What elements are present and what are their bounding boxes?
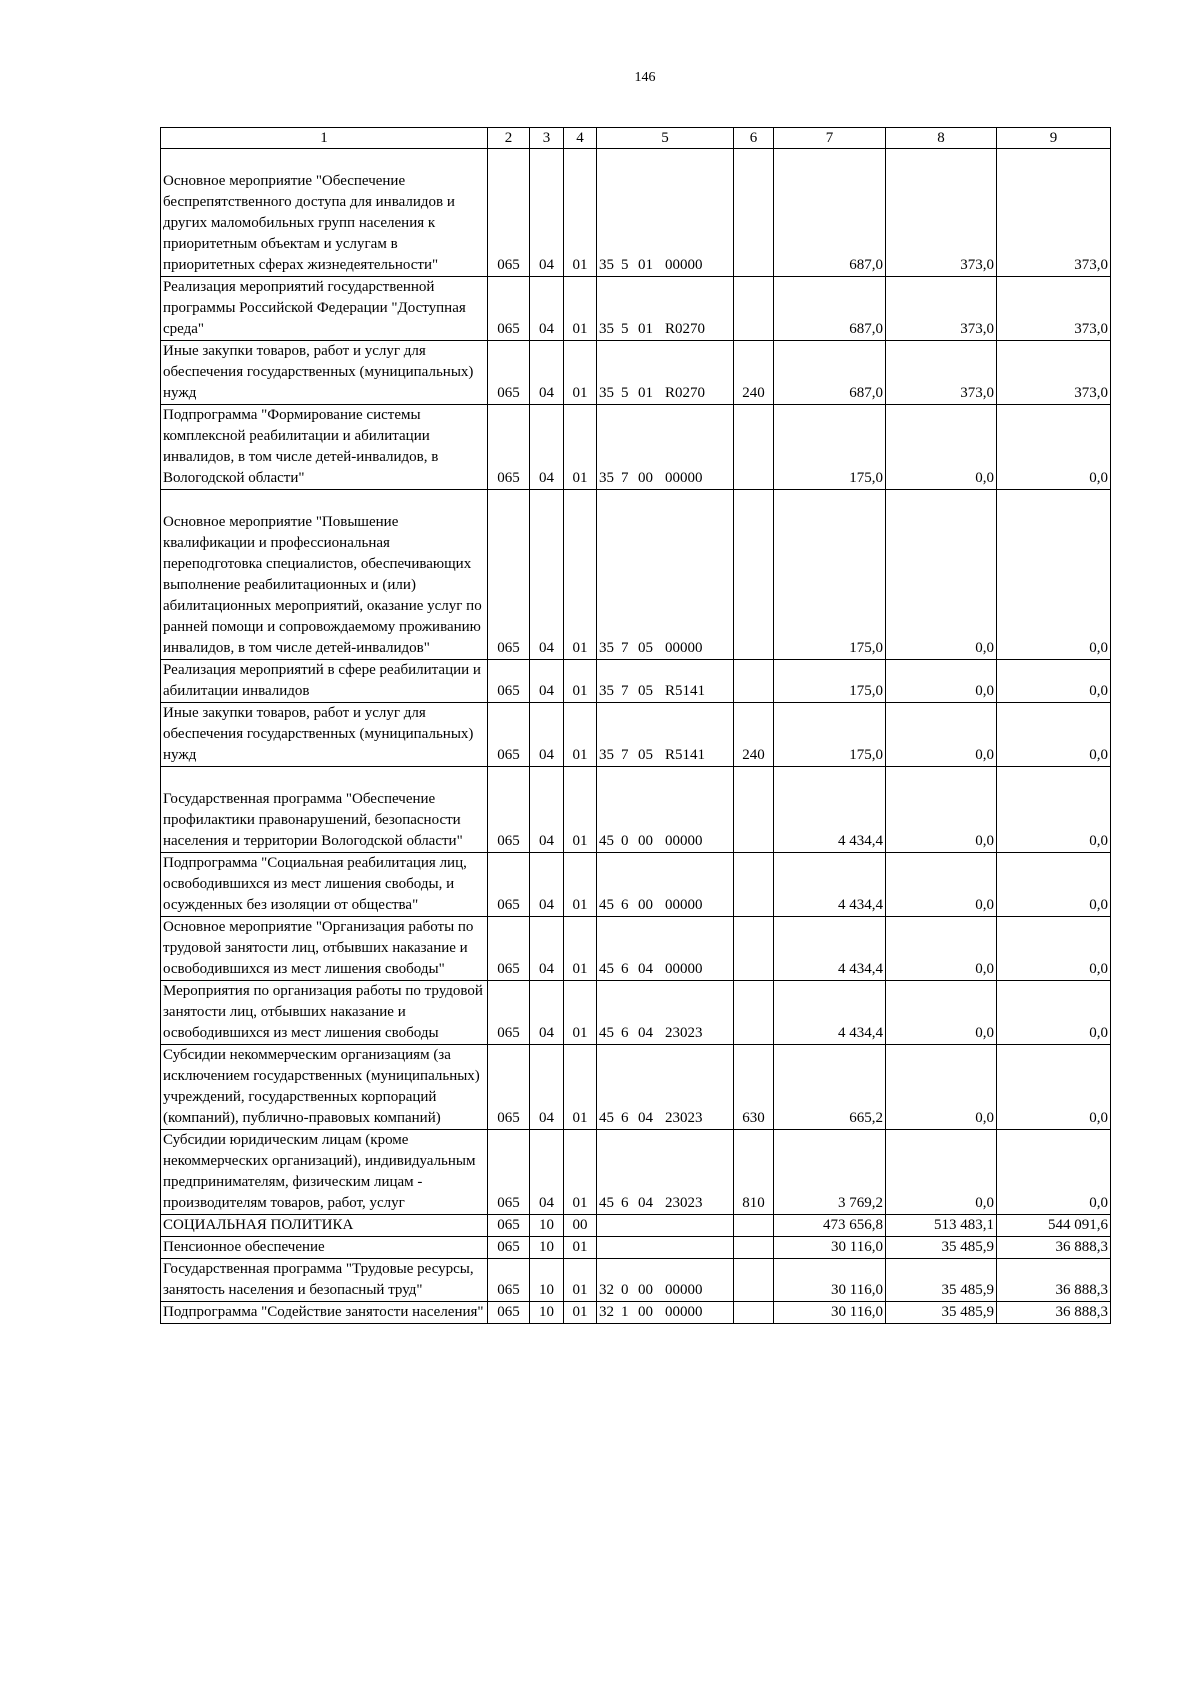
target-article-cell bbox=[597, 341, 734, 405]
subsection-code-cell: 01 bbox=[564, 1302, 597, 1324]
target-article-part: 32 bbox=[599, 1304, 614, 1320]
subsection-code-cell: 01 bbox=[564, 405, 597, 490]
target-article-cell bbox=[597, 853, 734, 917]
expense-type-cell bbox=[734, 405, 774, 490]
amount-year1-cell: 4 434,4 bbox=[774, 767, 886, 853]
target-article-part: 00 bbox=[638, 470, 653, 486]
section-code-cell: 10 bbox=[530, 1302, 564, 1324]
target-article-part: 5 bbox=[621, 385, 629, 401]
row-name-cell bbox=[161, 1130, 488, 1215]
target-article-part: 01 bbox=[638, 321, 653, 337]
amount-year3-cell: 373,0 bbox=[997, 149, 1111, 277]
section-code-cell: 04 bbox=[530, 341, 564, 405]
table-row bbox=[161, 767, 1111, 853]
amount-year3-cell: 0,0 bbox=[997, 981, 1111, 1045]
table-row bbox=[161, 981, 1111, 1045]
amount-year3-cell: 36 888,3 bbox=[997, 1302, 1111, 1324]
table-row bbox=[161, 1302, 1111, 1324]
target-article-cell bbox=[597, 917, 734, 981]
row-name: Мероприятия по организация работы по трудовой занятости лиц, отбывших наказание и освободившихся из мест лишения свободы bbox=[163, 983, 483, 1041]
target-article-part: 00 bbox=[638, 1282, 653, 1298]
target-article-part: 45 bbox=[599, 1195, 614, 1211]
amount-year2-cell: 0,0 bbox=[886, 703, 997, 767]
section-code-cell: 04 bbox=[530, 149, 564, 277]
ministry-code-cell: 065 bbox=[488, 277, 530, 341]
target-article-part: 45 bbox=[599, 1110, 614, 1126]
amount-year3-cell: 0,0 bbox=[997, 490, 1111, 660]
amount-year3-cell: 544 091,6 bbox=[997, 1215, 1111, 1237]
expense-type-cell bbox=[734, 1215, 774, 1237]
section-code-cell: 04 bbox=[530, 917, 564, 981]
section-code-cell: 10 bbox=[530, 1259, 564, 1302]
target-article-cell bbox=[597, 1237, 734, 1259]
amount-year3-cell: 0,0 bbox=[997, 917, 1111, 981]
target-article-part: 5 bbox=[621, 321, 629, 337]
ministry-code-cell: 065 bbox=[488, 405, 530, 490]
target-article-part: 00000 bbox=[665, 470, 703, 486]
target-article-part: 7 bbox=[621, 747, 629, 763]
table-row bbox=[161, 1130, 1111, 1215]
amount-year1-cell: 175,0 bbox=[774, 703, 886, 767]
section-code-cell: 04 bbox=[530, 981, 564, 1045]
ministry-code-cell: 065 bbox=[488, 1237, 530, 1259]
target-article-part: 00000 bbox=[665, 257, 703, 273]
subsection-code-cell: 01 bbox=[564, 767, 597, 853]
amount-year2-cell: 35 485,9 bbox=[886, 1237, 997, 1259]
expense-type-cell bbox=[734, 981, 774, 1045]
target-article-cell bbox=[597, 405, 734, 490]
amount-year2-cell: 0,0 bbox=[886, 405, 997, 490]
cell-spacer bbox=[163, 490, 485, 512]
amount-year1-cell: 175,0 bbox=[774, 660, 886, 703]
target-article-cell bbox=[597, 981, 734, 1045]
target-article-part: 5 bbox=[621, 257, 629, 273]
row-name-cell bbox=[161, 981, 488, 1045]
amount-year1-cell: 687,0 bbox=[774, 149, 886, 277]
column-header: 3 bbox=[530, 128, 564, 149]
column-header: 1 bbox=[161, 128, 488, 149]
amount-year2-cell: 0,0 bbox=[886, 1130, 997, 1215]
target-article-part: 05 bbox=[638, 747, 653, 763]
expense-type-cell bbox=[734, 767, 774, 853]
row-name-cell bbox=[161, 405, 488, 490]
expense-type-cell: 810 bbox=[734, 1130, 774, 1215]
amount-year2-cell: 0,0 bbox=[886, 981, 997, 1045]
section-code-cell: 04 bbox=[530, 660, 564, 703]
amount-year3-cell: 36 888,3 bbox=[997, 1259, 1111, 1302]
column-header: 2 bbox=[488, 128, 530, 149]
row-name: Пенсионное обеспечение bbox=[163, 1239, 325, 1255]
subsection-code-cell: 01 bbox=[564, 917, 597, 981]
row-name: Основное мероприятие "Повышение квалификации и профессиональная переподготовка специалистов, обеспечивающих выполнение реабилитационных и (или) абилитационных мероприятий, оказание услуг по ранней помощи и сопровождаемому проживанию инвалидов, в том числе детей-инвалидов" bbox=[163, 514, 482, 656]
amount-year2-cell: 35 485,9 bbox=[886, 1302, 997, 1324]
amount-year2-cell: 513 483,1 bbox=[886, 1215, 997, 1237]
target-article-cell bbox=[597, 767, 734, 853]
table-row bbox=[161, 341, 1111, 405]
table-row bbox=[161, 660, 1111, 703]
target-article-part: 35 bbox=[599, 257, 614, 273]
expense-type-cell bbox=[734, 917, 774, 981]
ministry-code-cell: 065 bbox=[488, 660, 530, 703]
row-name-cell bbox=[161, 1045, 488, 1130]
budget-table bbox=[160, 127, 1111, 1324]
column-header: 5 bbox=[597, 128, 734, 149]
amount-year2-cell: 0,0 bbox=[886, 490, 997, 660]
amount-year2-cell: 373,0 bbox=[886, 277, 997, 341]
amount-year1-cell: 4 434,4 bbox=[774, 853, 886, 917]
table-row bbox=[161, 277, 1111, 341]
target-article-part: 00000 bbox=[665, 833, 703, 849]
target-article-part: 04 bbox=[638, 1110, 653, 1126]
section-code-cell: 04 bbox=[530, 405, 564, 490]
target-article-part: 0 bbox=[621, 833, 629, 849]
section-code-cell: 10 bbox=[530, 1237, 564, 1259]
row-name: Основное мероприятие "Обеспечение беспрепятственного доступа для инвалидов и других маломобильных групп населения к приоритетным объектам и услугам в приоритетных сферах жизнедеятельности" bbox=[163, 173, 455, 273]
column-header: 9 bbox=[997, 128, 1111, 149]
amount-year3-cell: 0,0 bbox=[997, 703, 1111, 767]
target-article-part: 00000 bbox=[665, 961, 703, 977]
amount-year3-cell: 0,0 bbox=[997, 405, 1111, 490]
target-article-part: 7 bbox=[621, 683, 629, 699]
expense-type-cell bbox=[734, 853, 774, 917]
table-row bbox=[161, 1215, 1111, 1237]
target-article-cell bbox=[597, 1259, 734, 1302]
target-article-part: 6 bbox=[621, 1025, 629, 1041]
amount-year3-cell: 0,0 bbox=[997, 1130, 1111, 1215]
row-name-cell bbox=[161, 1215, 488, 1237]
amount-year2-cell: 0,0 bbox=[886, 767, 997, 853]
section-code-cell: 04 bbox=[530, 767, 564, 853]
cell-spacer bbox=[163, 767, 485, 789]
column-header: 6 bbox=[734, 128, 774, 149]
cell-spacer bbox=[163, 149, 485, 171]
target-article-part: 00000 bbox=[665, 640, 703, 656]
expense-type-cell: 240 bbox=[734, 341, 774, 405]
amount-year1-cell: 30 116,0 bbox=[774, 1259, 886, 1302]
amount-year1-cell: 30 116,0 bbox=[774, 1237, 886, 1259]
ministry-code-cell: 065 bbox=[488, 490, 530, 660]
section-code-cell: 04 bbox=[530, 1045, 564, 1130]
target-article-part: 04 bbox=[638, 1195, 653, 1211]
target-article-part: R5141 bbox=[665, 683, 706, 699]
table-row bbox=[161, 490, 1111, 660]
amount-year2-cell: 35 485,9 bbox=[886, 1259, 997, 1302]
ministry-code-cell: 065 bbox=[488, 1215, 530, 1237]
expense-type-cell bbox=[734, 1237, 774, 1259]
target-article-cell bbox=[597, 277, 734, 341]
target-article-part: 6 bbox=[621, 1110, 629, 1126]
amount-year2-cell: 373,0 bbox=[886, 149, 997, 277]
ministry-code-cell: 065 bbox=[488, 703, 530, 767]
row-name: Иные закупки товаров, работ и услуг для обеспечения государственных (муниципальных) нужд bbox=[163, 343, 474, 401]
target-article-part: 01 bbox=[638, 257, 653, 273]
table-row bbox=[161, 149, 1111, 277]
target-article-part: 7 bbox=[621, 470, 629, 486]
target-article-part: 35 bbox=[599, 747, 614, 763]
target-article-part: 23023 bbox=[665, 1195, 703, 1211]
target-article-part: 00000 bbox=[665, 1304, 703, 1320]
subsection-code-cell: 01 bbox=[564, 1259, 597, 1302]
amount-year2-cell: 0,0 bbox=[886, 660, 997, 703]
target-article-part: 23023 bbox=[665, 1025, 703, 1041]
amount-year3-cell: 373,0 bbox=[997, 277, 1111, 341]
target-article-part: 32 bbox=[599, 1282, 614, 1298]
amount-year2-cell: 0,0 bbox=[886, 917, 997, 981]
column-header: 8 bbox=[886, 128, 997, 149]
section-code-cell: 04 bbox=[530, 853, 564, 917]
amount-year3-cell: 0,0 bbox=[997, 660, 1111, 703]
section-code-cell: 04 bbox=[530, 703, 564, 767]
amount-year3-cell: 0,0 bbox=[997, 853, 1111, 917]
row-name: Подпрограмма "Содействие занятости населения" bbox=[163, 1304, 484, 1320]
target-article-cell bbox=[597, 660, 734, 703]
amount-year3-cell: 0,0 bbox=[997, 767, 1111, 853]
target-article-cell bbox=[597, 703, 734, 767]
table-row bbox=[161, 1237, 1111, 1259]
amount-year1-cell: 473 656,8 bbox=[774, 1215, 886, 1237]
table-row bbox=[161, 917, 1111, 981]
target-article-part: 1 bbox=[621, 1304, 629, 1320]
target-article-part: 01 bbox=[638, 385, 653, 401]
target-article-part: 0 bbox=[621, 1282, 629, 1298]
target-article-cell bbox=[597, 1045, 734, 1130]
table-row bbox=[161, 1045, 1111, 1130]
row-name: Основное мероприятие "Организация работы по трудовой занятости лиц, отбывших наказание и освободившихся из мест лишения свободы" bbox=[163, 919, 474, 977]
target-article-part: 04 bbox=[638, 1025, 653, 1041]
row-name-cell bbox=[161, 149, 488, 277]
row-name-cell bbox=[161, 1259, 488, 1302]
column-header: 7 bbox=[774, 128, 886, 149]
ministry-code-cell: 065 bbox=[488, 1259, 530, 1302]
target-article-part: 00 bbox=[638, 833, 653, 849]
subsection-code-cell: 01 bbox=[564, 981, 597, 1045]
table-row bbox=[161, 405, 1111, 490]
row-name-cell bbox=[161, 660, 488, 703]
row-name: Реализация мероприятий государственной программы Российской Федерации "Доступная среда" bbox=[163, 279, 466, 337]
row-name: Субсидии юридическим лицам (кроме некоммерческих организаций), индивидуальным предпринимателям, физическим лицам - производителям товаров, работ, услуг bbox=[163, 1132, 476, 1211]
amount-year3-cell: 0,0 bbox=[997, 1045, 1111, 1130]
table-row bbox=[161, 703, 1111, 767]
section-code-cell: 04 bbox=[530, 1130, 564, 1215]
subsection-code-cell: 01 bbox=[564, 341, 597, 405]
target-article-part: 6 bbox=[621, 961, 629, 977]
amount-year1-cell: 30 116,0 bbox=[774, 1302, 886, 1324]
subsection-code-cell: 01 bbox=[564, 853, 597, 917]
ministry-code-cell: 065 bbox=[488, 1302, 530, 1324]
row-name: Подпрограмма "Формирование системы комплексной реабилитации и абилитации инвалидов, в том числе детей-инвалидов, в Вологодской области" bbox=[163, 407, 439, 486]
target-article-part: 00000 bbox=[665, 897, 703, 913]
row-name: СОЦИАЛЬНАЯ ПОЛИТИКА bbox=[163, 1217, 354, 1233]
amount-year1-cell: 4 434,4 bbox=[774, 917, 886, 981]
row-name-cell bbox=[161, 917, 488, 981]
ministry-code-cell: 065 bbox=[488, 767, 530, 853]
amount-year2-cell: 0,0 bbox=[886, 853, 997, 917]
row-name: Субсидии некоммерческим организациям (за исключением государственных (муниципальных) учреждений, государственных корпораций (компаний), публично-правовых компаний) bbox=[163, 1047, 480, 1126]
row-name: Государственная программа "Обеспечение профилактики правонарушений, безопасности населения и территории Вологодской области" bbox=[163, 791, 463, 849]
section-code-cell: 04 bbox=[530, 277, 564, 341]
subsection-code-cell: 01 bbox=[564, 660, 597, 703]
amount-year1-cell: 687,0 bbox=[774, 341, 886, 405]
subsection-code-cell: 01 bbox=[564, 1045, 597, 1130]
row-name: Иные закупки товаров, работ и услуг для обеспечения государственных (муниципальных) нужд bbox=[163, 705, 474, 763]
table-row bbox=[161, 1259, 1111, 1302]
amount-year3-cell: 36 888,3 bbox=[997, 1237, 1111, 1259]
target-article-part: 35 bbox=[599, 683, 614, 699]
section-code-cell: 04 bbox=[530, 490, 564, 660]
target-article-cell bbox=[597, 490, 734, 660]
target-article-part: 45 bbox=[599, 961, 614, 977]
target-article-part: 45 bbox=[599, 1025, 614, 1041]
section-code-cell: 10 bbox=[530, 1215, 564, 1237]
target-article-cell bbox=[597, 149, 734, 277]
target-article-part: R5141 bbox=[665, 747, 706, 763]
amount-year3-cell: 373,0 bbox=[997, 341, 1111, 405]
ministry-code-cell: 065 bbox=[488, 149, 530, 277]
target-article-part: 45 bbox=[599, 897, 614, 913]
ministry-code-cell: 065 bbox=[488, 853, 530, 917]
amount-year1-cell: 665,2 bbox=[774, 1045, 886, 1130]
expense-type-cell bbox=[734, 149, 774, 277]
ministry-code-cell: 065 bbox=[488, 917, 530, 981]
amount-year2-cell: 373,0 bbox=[886, 341, 997, 405]
subsection-code-cell: 01 bbox=[564, 1130, 597, 1215]
target-article-part: 7 bbox=[621, 640, 629, 656]
subsection-code-cell: 00 bbox=[564, 1215, 597, 1237]
row-name-cell bbox=[161, 1302, 488, 1324]
expense-type-cell: 630 bbox=[734, 1045, 774, 1130]
row-name: Подпрограмма "Социальная реабилитация лиц, освободившихся из мест лишения свободы, и осужденных без изоляции от общества" bbox=[163, 855, 467, 913]
target-article-part: 05 bbox=[638, 640, 653, 656]
column-header: 4 bbox=[564, 128, 597, 149]
target-article-cell bbox=[597, 1215, 734, 1237]
target-article-part: 45 bbox=[599, 833, 614, 849]
ministry-code-cell: 065 bbox=[488, 341, 530, 405]
subsection-code-cell: 01 bbox=[564, 703, 597, 767]
row-name: Реализация мероприятий в сфере реабилитации и абилитации инвалидов bbox=[163, 662, 481, 699]
target-article-part: R0270 bbox=[665, 321, 706, 337]
amount-year1-cell: 175,0 bbox=[774, 490, 886, 660]
target-article-cell bbox=[597, 1302, 734, 1324]
expense-type-cell bbox=[734, 1302, 774, 1324]
ministry-code-cell: 065 bbox=[488, 1045, 530, 1130]
target-article-cell bbox=[597, 1130, 734, 1215]
target-article-part: 00 bbox=[638, 897, 653, 913]
target-article-part: 6 bbox=[621, 897, 629, 913]
amount-year1-cell: 3 769,2 bbox=[774, 1130, 886, 1215]
target-article-part: 00 bbox=[638, 1304, 653, 1320]
subsection-code-cell: 01 bbox=[564, 277, 597, 341]
subsection-code-cell: 01 bbox=[564, 1237, 597, 1259]
ministry-code-cell: 065 bbox=[488, 981, 530, 1045]
row-name-cell bbox=[161, 277, 488, 341]
expense-type-cell bbox=[734, 490, 774, 660]
subsection-code-cell: 01 bbox=[564, 490, 597, 660]
target-article-part: 35 bbox=[599, 470, 614, 486]
target-article-part: 04 bbox=[638, 961, 653, 977]
target-article-part: 00000 bbox=[665, 1282, 703, 1298]
amount-year1-cell: 175,0 bbox=[774, 405, 886, 490]
row-name-cell bbox=[161, 1237, 488, 1259]
ministry-code-cell: 065 bbox=[488, 1130, 530, 1215]
row-name-cell bbox=[161, 853, 488, 917]
table-row bbox=[161, 853, 1111, 917]
target-article-part: 6 bbox=[621, 1195, 629, 1211]
row-name-cell bbox=[161, 341, 488, 405]
row-name: Государственная программа "Трудовые ресурсы, занятость населения и безопасный труд" bbox=[163, 1261, 474, 1298]
table-header-row bbox=[161, 128, 1111, 149]
target-article-part: R0270 bbox=[665, 385, 706, 401]
expense-type-cell bbox=[734, 660, 774, 703]
page-number: 146 bbox=[634, 70, 656, 85]
subsection-code-cell: 01 bbox=[564, 149, 597, 277]
amount-year1-cell: 687,0 bbox=[774, 277, 886, 341]
amount-year2-cell: 0,0 bbox=[886, 1045, 997, 1130]
expense-type-cell bbox=[734, 1259, 774, 1302]
amount-year1-cell: 4 434,4 bbox=[774, 981, 886, 1045]
row-name-cell bbox=[161, 490, 488, 660]
target-article-part: 35 bbox=[599, 640, 614, 656]
target-article-part: 05 bbox=[638, 683, 653, 699]
expense-type-cell bbox=[734, 277, 774, 341]
target-article-part: 35 bbox=[599, 321, 614, 337]
target-article-part: 35 bbox=[599, 385, 614, 401]
expense-type-cell: 240 bbox=[734, 703, 774, 767]
row-name-cell bbox=[161, 767, 488, 853]
row-name-cell bbox=[161, 703, 488, 767]
target-article-part: 23023 bbox=[665, 1110, 703, 1126]
